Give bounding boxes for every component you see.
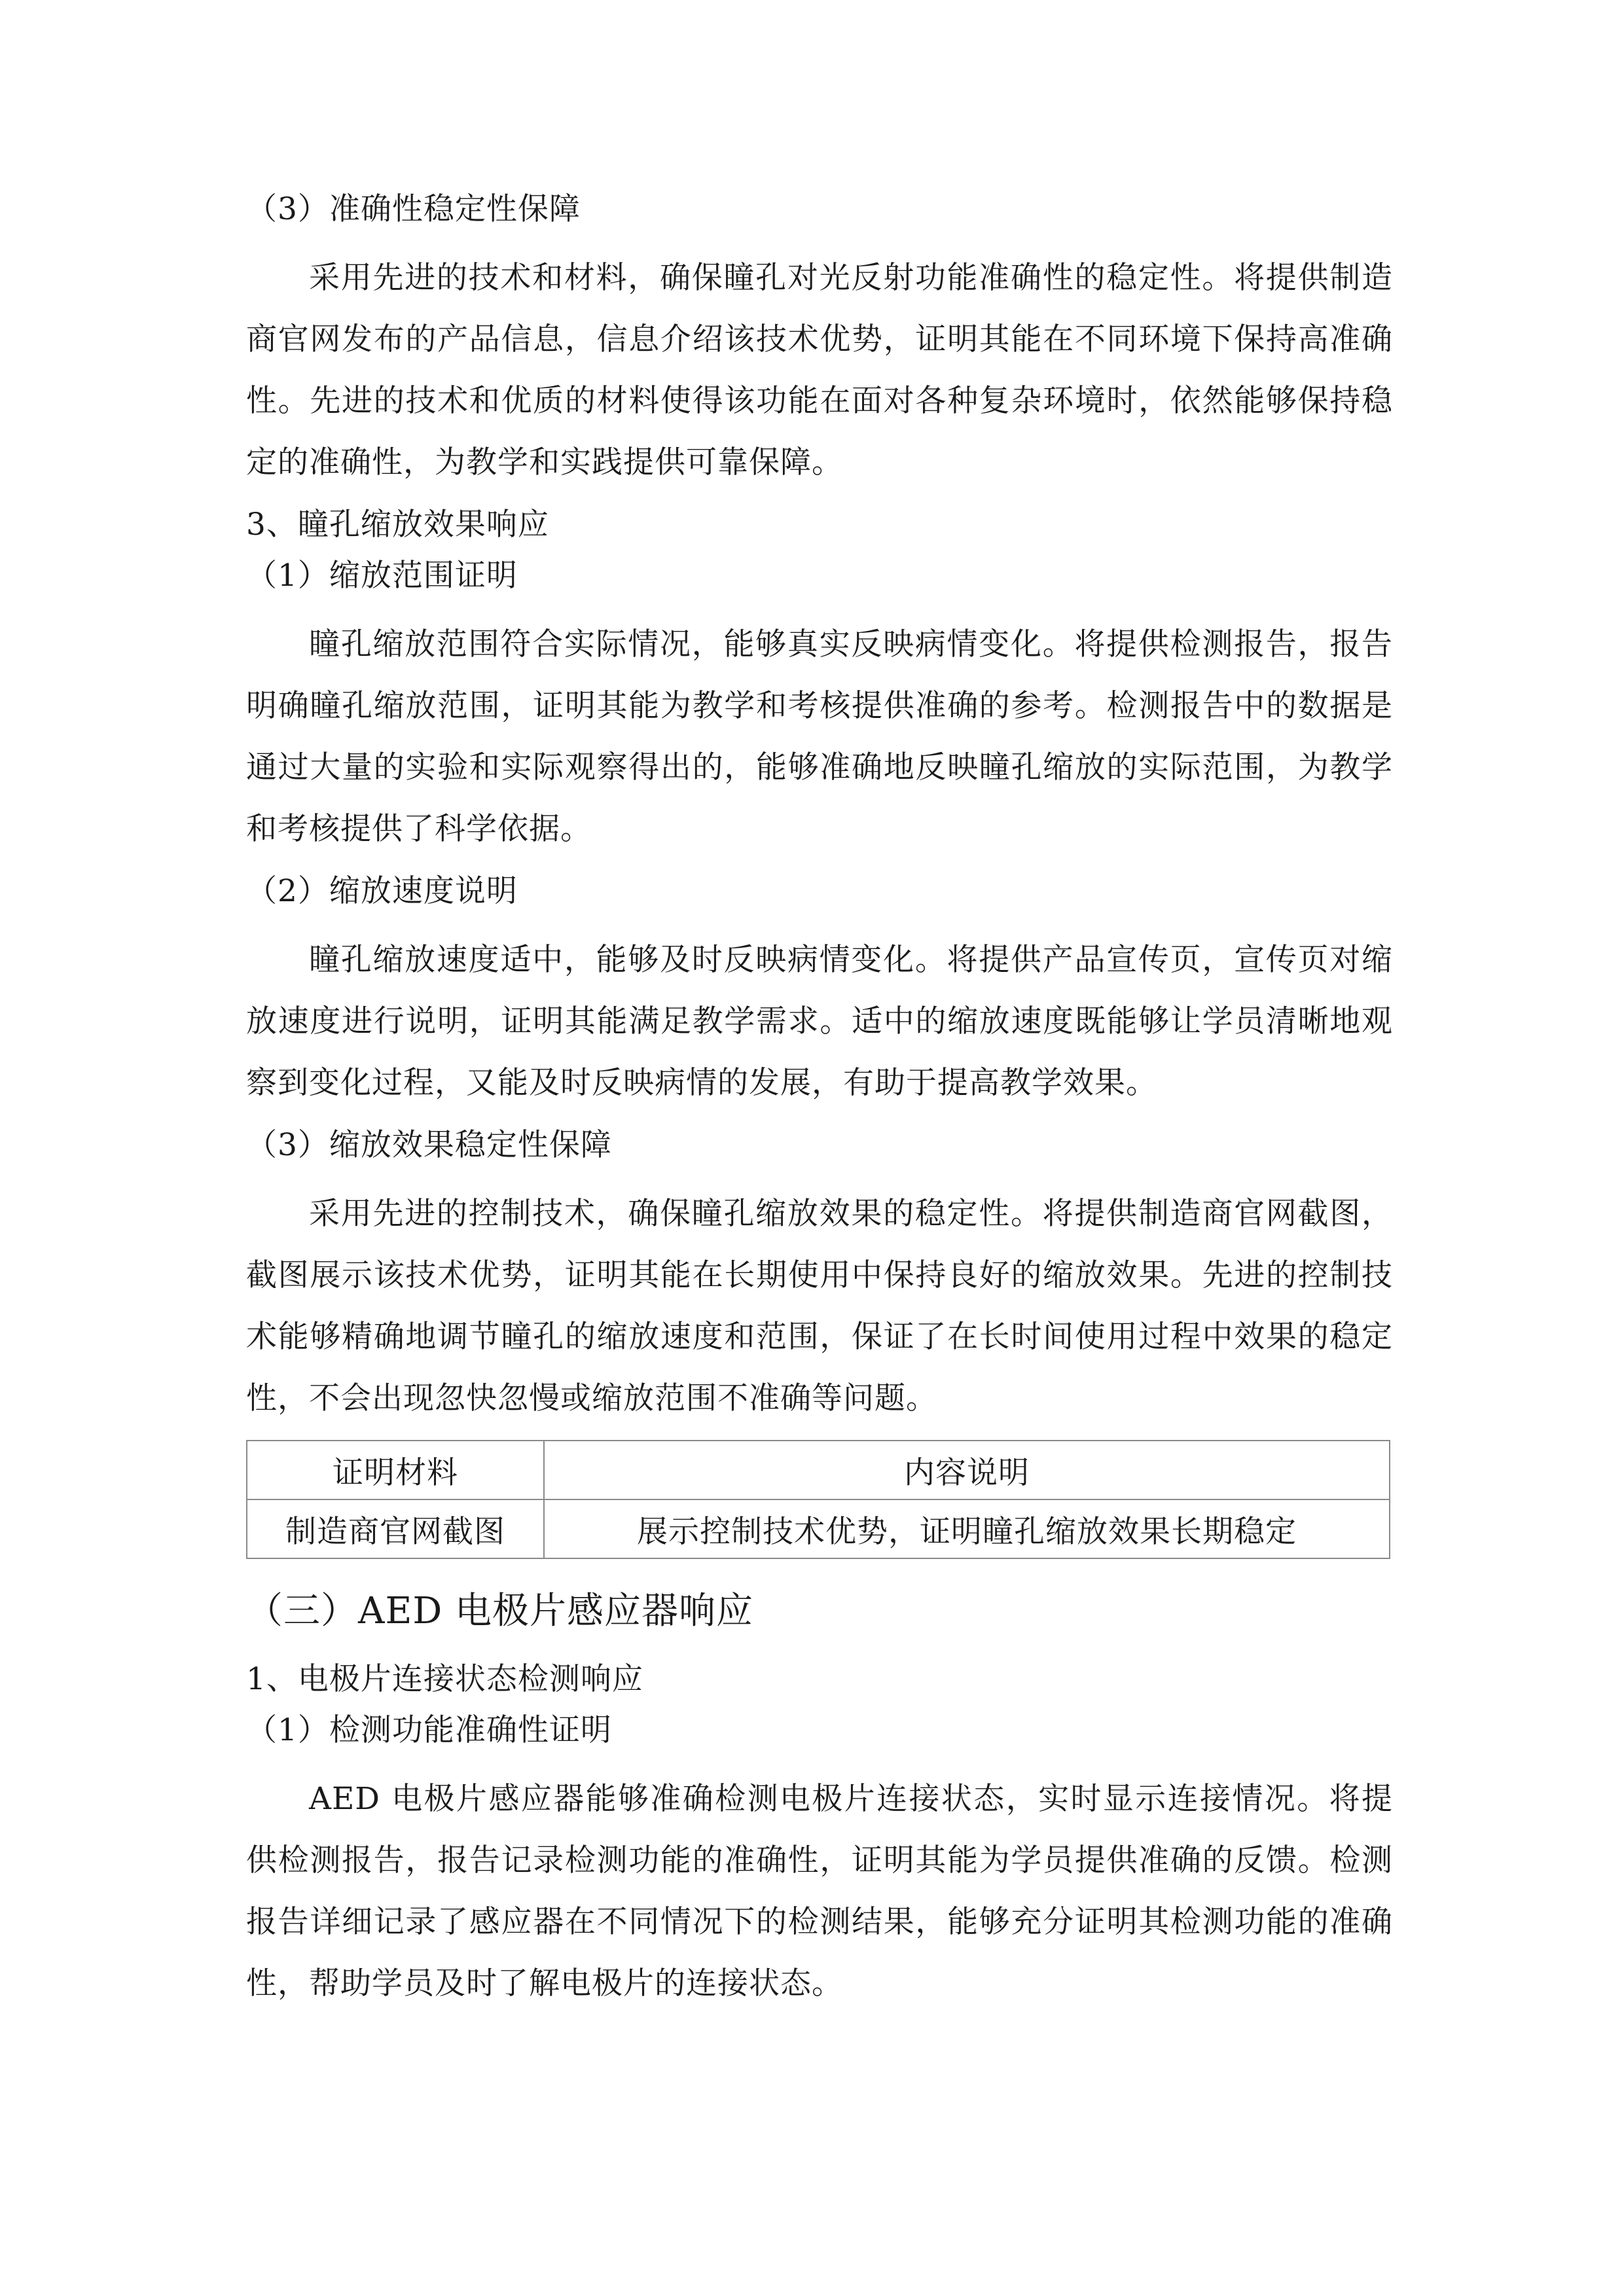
section-heading-zoom-speed: （2）缩放速度说明: [246, 873, 518, 909]
evidence-table: [246, 1440, 1390, 1559]
section-heading-aed: （三）AED 电极片感应器响应: [246, 1590, 754, 1632]
table-cell: 制造商官网截图: [247, 1499, 544, 1558]
page-content: [246, 190, 1393, 2026]
table-header-cell: 证明材料: [247, 1441, 544, 1499]
paragraph-detection-accuracy: AED 电极片感应器能够准确检测电极片连接状态，实时显示连接情况。将提供检测报告，报告记录检测功能的准确性，证明其能为学员提供准确的反馈。检测报告详细记录了感应器在不同情况下的检测结果，能够充分证明其检测功能的准确性，帮助学员及时了解电极片的连接状态。: [246, 1781, 1393, 2001]
paragraph-zoom-stability: 采用先进的控制技术，确保瞳孔缩放效果的稳定性。将提供制造商官网截图，截图展示该技术优势，证明其能在长期使用中保持良好的缩放效果。先进的控制技术能够精确地调节瞳孔的缩放速度和范围，保证了在长时间使用过程中效果的稳定性，不会出现忽快忽慢或缩放范围不准确等问题。: [246, 1196, 1393, 1416]
paragraph-zoom-speed: 瞳孔缩放速度适中，能够及时反映病情变化。将提供产品宣传页，宣传页对缩放速度进行说明，证明其能满足教学需求。适中的缩放速度既能够让学员清晰地观察到变化过程，又能及时反映病情的发展，有助于提高教学效果。: [246, 942, 1393, 1101]
section-heading-zoom-stability: （3）缩放效果稳定性保障: [246, 1127, 612, 1163]
section-heading-detection-accuracy: （1）检测功能准确性证明: [246, 1712, 612, 1748]
table-header-cell: 内容说明: [544, 1441, 1390, 1499]
section-heading-accuracy-stability: （3）准确性稳定性保障: [246, 191, 581, 227]
paragraph-accuracy-stability: 采用先进的技术和材料，确保瞳孔对光反射功能准确性的稳定性。将提供制造商官网发布的产品信息，信息介绍该技术优势，证明其能在不同环境下保持高准确性。先进的技术和优质的材料使得该功能在面对各种复杂环境时，依然能够保持稳定的准确性，为教学和实践提供可靠保障。: [246, 260, 1393, 480]
section-heading-zoom-range: （1）缩放范围证明: [246, 558, 518, 594]
section-heading-electrode-status: 1、电极片连接状态检测响应: [246, 1661, 643, 1697]
table-row: [247, 1499, 1390, 1558]
table-cell: 展示控制技术优势，证明瞳孔缩放效果长期稳定: [544, 1499, 1390, 1558]
table-header-row: [247, 1441, 1390, 1499]
paragraph-zoom-range: 瞳孔缩放范围符合实际情况，能够真实反映病情变化。将提供检测报告，报告明确瞳孔缩放范围，证明其能为教学和考核提供准确的参考。检测报告中的数据是通过大量的实验和实际观察得出的，能够准确地反映瞳孔缩放的实际范围，为教学和考核提供了科学依据。: [246, 626, 1393, 847]
section-heading-pupil-zoom: 3、瞳孔缩放效果响应: [246, 507, 549, 543]
